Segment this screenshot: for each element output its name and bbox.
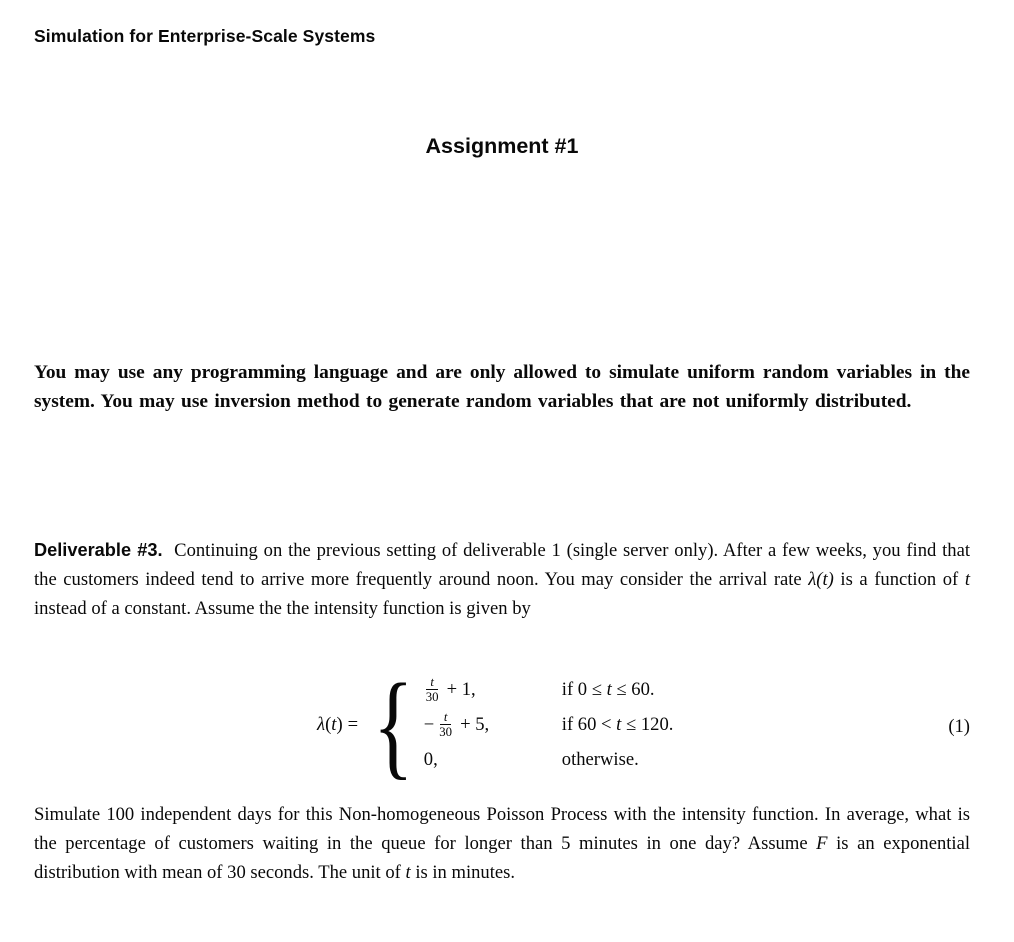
paren-close: ) <box>336 713 343 735</box>
condition-var-t: t <box>606 678 612 700</box>
case-3-expression <box>424 749 562 771</box>
course-header: Simulation for Enterprise-Scale Systems <box>34 26 376 46</box>
fraction-t-over-30 <box>437 710 454 740</box>
fraction-denominator: 30 <box>425 690 439 704</box>
case-row-2 <box>424 707 674 742</box>
closing-text-2: is an exponential distribution with mean of 30 seconds. The unit of <box>34 833 970 883</box>
cases-column <box>424 672 674 777</box>
case-row-1 <box>424 672 674 707</box>
assignment-title: Assignment #1 <box>425 134 579 158</box>
case-1-condition: if 0 ≤ t ≤ 60. <box>561 678 655 700</box>
case-1-tail: + 1, <box>446 678 476 700</box>
math-lambda-t: λ(t) <box>808 569 834 590</box>
deliverable-label: Deliverable #3. <box>34 540 163 560</box>
equation-lhs <box>317 714 358 736</box>
fraction-numerator: t <box>440 710 452 725</box>
condition-var-t: t <box>616 713 622 735</box>
deliverable-text-1: Continuing on the previous setting of deliverable 1 (single server only). After a few weeks, you find that the customers indeed tend to arrive more frequently around noon. You may consider the arrival rate <box>34 540 970 590</box>
closing-text-3: is in minutes. <box>410 862 516 883</box>
instructions-paragraph <box>34 358 970 416</box>
deliverable-text-2: is a function of <box>833 569 965 590</box>
closing-paragraph <box>34 800 970 887</box>
math-var-t: t <box>405 862 411 883</box>
case-3-value: 0, <box>423 748 438 770</box>
piecewise-equation <box>34 658 970 790</box>
case-row-3 <box>424 742 674 777</box>
case-2-expression <box>424 710 562 740</box>
instructions-text: You may use any programming language and are only allowed to simulate uniform random variables in the system. You may use inversion method to generate random variables that are not uniformly distributed. <box>34 362 970 412</box>
equation-body <box>317 658 674 790</box>
equation-number: (1) <box>948 716 970 737</box>
deliverable-text-3: instead of a constant. Assume the the intensity function is given by <box>34 598 531 619</box>
case-2-tail: + 5, <box>460 713 490 735</box>
left-brace: { <box>373 658 414 790</box>
case-1-expression <box>424 675 562 705</box>
math-var-F: F <box>816 833 828 854</box>
t-symbol: t <box>331 713 337 735</box>
closing-text-1: Simulate 100 independent days for this Non-homogeneous Poisson Process with the intensity function. In average, what is the percentage of customers waiting in the queue for longer than 5 minutes in one day? Assume <box>34 804 970 854</box>
fraction-numerator: t <box>426 675 438 690</box>
minus-sign: − <box>423 713 435 735</box>
equals-sign: = <box>347 713 359 735</box>
case-3-condition: otherwise. <box>561 748 639 770</box>
math-var-t: t <box>964 569 970 590</box>
lambda-symbol: λ <box>317 713 326 735</box>
case-2-condition: if 60 < t ≤ 120. <box>561 713 674 735</box>
fraction-t-over-30 <box>424 675 441 705</box>
fraction-denominator: 30 <box>439 725 453 739</box>
paren-open: ( <box>325 713 332 735</box>
deliverable-paragraph <box>34 536 970 623</box>
